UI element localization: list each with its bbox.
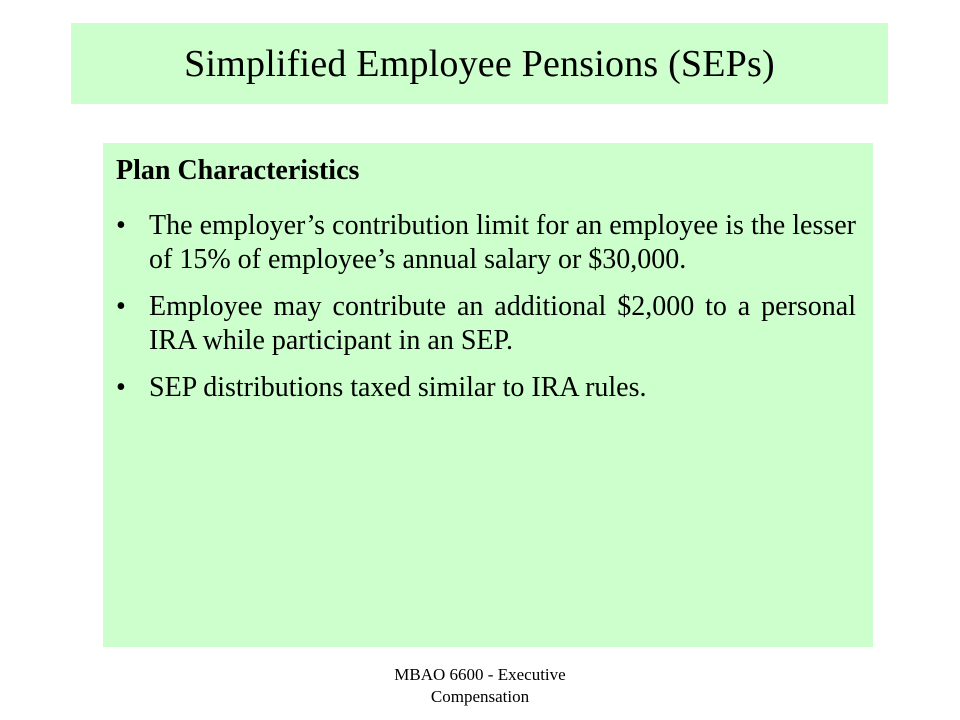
slide-footer [0, 664, 960, 708]
bullet-icon: • [116, 372, 126, 403]
bullet-item-ira-contribution [116, 290, 856, 358]
bullet-list [116, 209, 856, 418]
footer-line-1: MBAO 6600 - Executive [394, 665, 566, 684]
slide-title: Simplified Employee Pensions (SEPs) [184, 42, 775, 85]
footer-line-2: Compensation [430, 687, 530, 706]
title-box [71, 23, 888, 104]
content-box [103, 143, 873, 647]
bullet-item-distributions [116, 371, 856, 405]
section-heading: Plan Characteristics [116, 155, 360, 186]
bullet-icon: • [116, 210, 126, 241]
bullet-icon: • [116, 291, 126, 322]
bullet-text: The employer’s contribution limit for an employee is the lesser of 15% of employee’s annual salary or $30,000. [149, 210, 856, 275]
bullet-text: Employee may contribute an additional $2,000 to a personal IRA while participant in an SEP. [149, 291, 856, 356]
bullet-item-contribution-limit [116, 209, 856, 277]
bullet-text: SEP distributions taxed similar to IRA rules. [149, 372, 647, 403]
